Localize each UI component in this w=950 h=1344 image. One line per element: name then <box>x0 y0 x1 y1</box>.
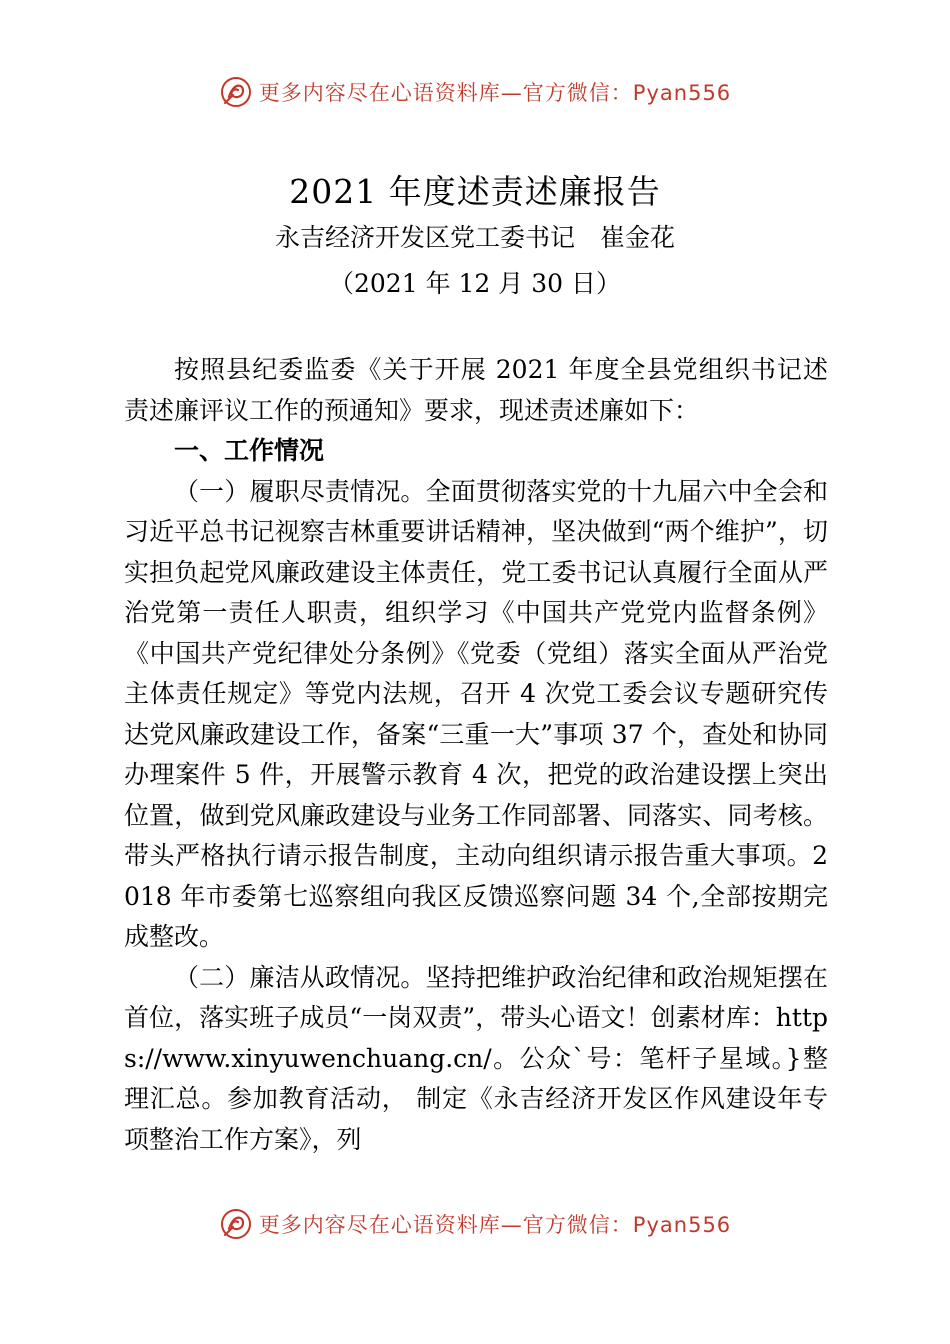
flower-logo-icon <box>219 75 253 109</box>
intro-paragraph: 按照县纪委监委《关于开展 2021 年度全县党组织书记述责述廉评议工作的预通知》要求，现述责述廉如下： <box>124 355 828 425</box>
paragraph-duty: （一）履职尽责情况。全面贯彻落实党的十九届六中全会和习近平总书记视察吉林重要讲话精神，坚决做到“两个维护”，切实担负起党风廉政建设主体责任，党工委书记认真履行全面从严治党第一责任人职责，组织学习《中国共产党党内监督条例》《中国共产党纪律处分条例》《党委（党组）落实全面从严治党主体责任规定》等党内法规，召开 4 次党工委会议专题研究传达党风廉政建设工作，备案“三重一大”事项 37 个，查处和协同办理案件 5 件，开展警示教育 4 次，把党的政治建设摆上突出位置，做到党风廉政建设与业务工作同部署、同落实、同考核。带头严格执行请示报告制度，主动向组织请示报告重大事项。2018 年市委第七巡察组向我区反馈巡察问题 34 个,全部按期完成整改。 <box>124 476 828 951</box>
document-date: （2021 年 12 月 30 日） <box>329 269 621 298</box>
document-title: 2021 年度述责述廉报告 <box>289 172 661 211</box>
flower-logo-icon <box>219 1207 253 1241</box>
watermark-banner-top <box>0 70 950 114</box>
document-body <box>124 350 828 1160</box>
watermark-text: 更多内容尽在心语资料库—官方微信：Pyan556 <box>258 1213 732 1237</box>
document-author: 永吉经济开发区党工委书记 崔金花 <box>274 223 675 252</box>
watermark-banner-bottom <box>0 1202 950 1246</box>
paragraph-integrity: （二）廉洁从政情况。坚持把维护政治纪律和政治规矩摆在首位，落实班子成员“一岗双责”，带头心语文！创素材库：https://www.xinyuwenchuang.cn/。公众`号：笔杆子星域。}整理汇总。参加教育活动， 制定《永吉经济开发区作风建设年专项整治工作方案》，列 <box>124 962 828 1154</box>
watermark-text: 更多内容尽在心语资料库—官方微信：Pyan556 <box>258 81 732 105</box>
document-header <box>0 168 950 308</box>
section-heading: 一、工作情况 <box>174 436 325 465</box>
